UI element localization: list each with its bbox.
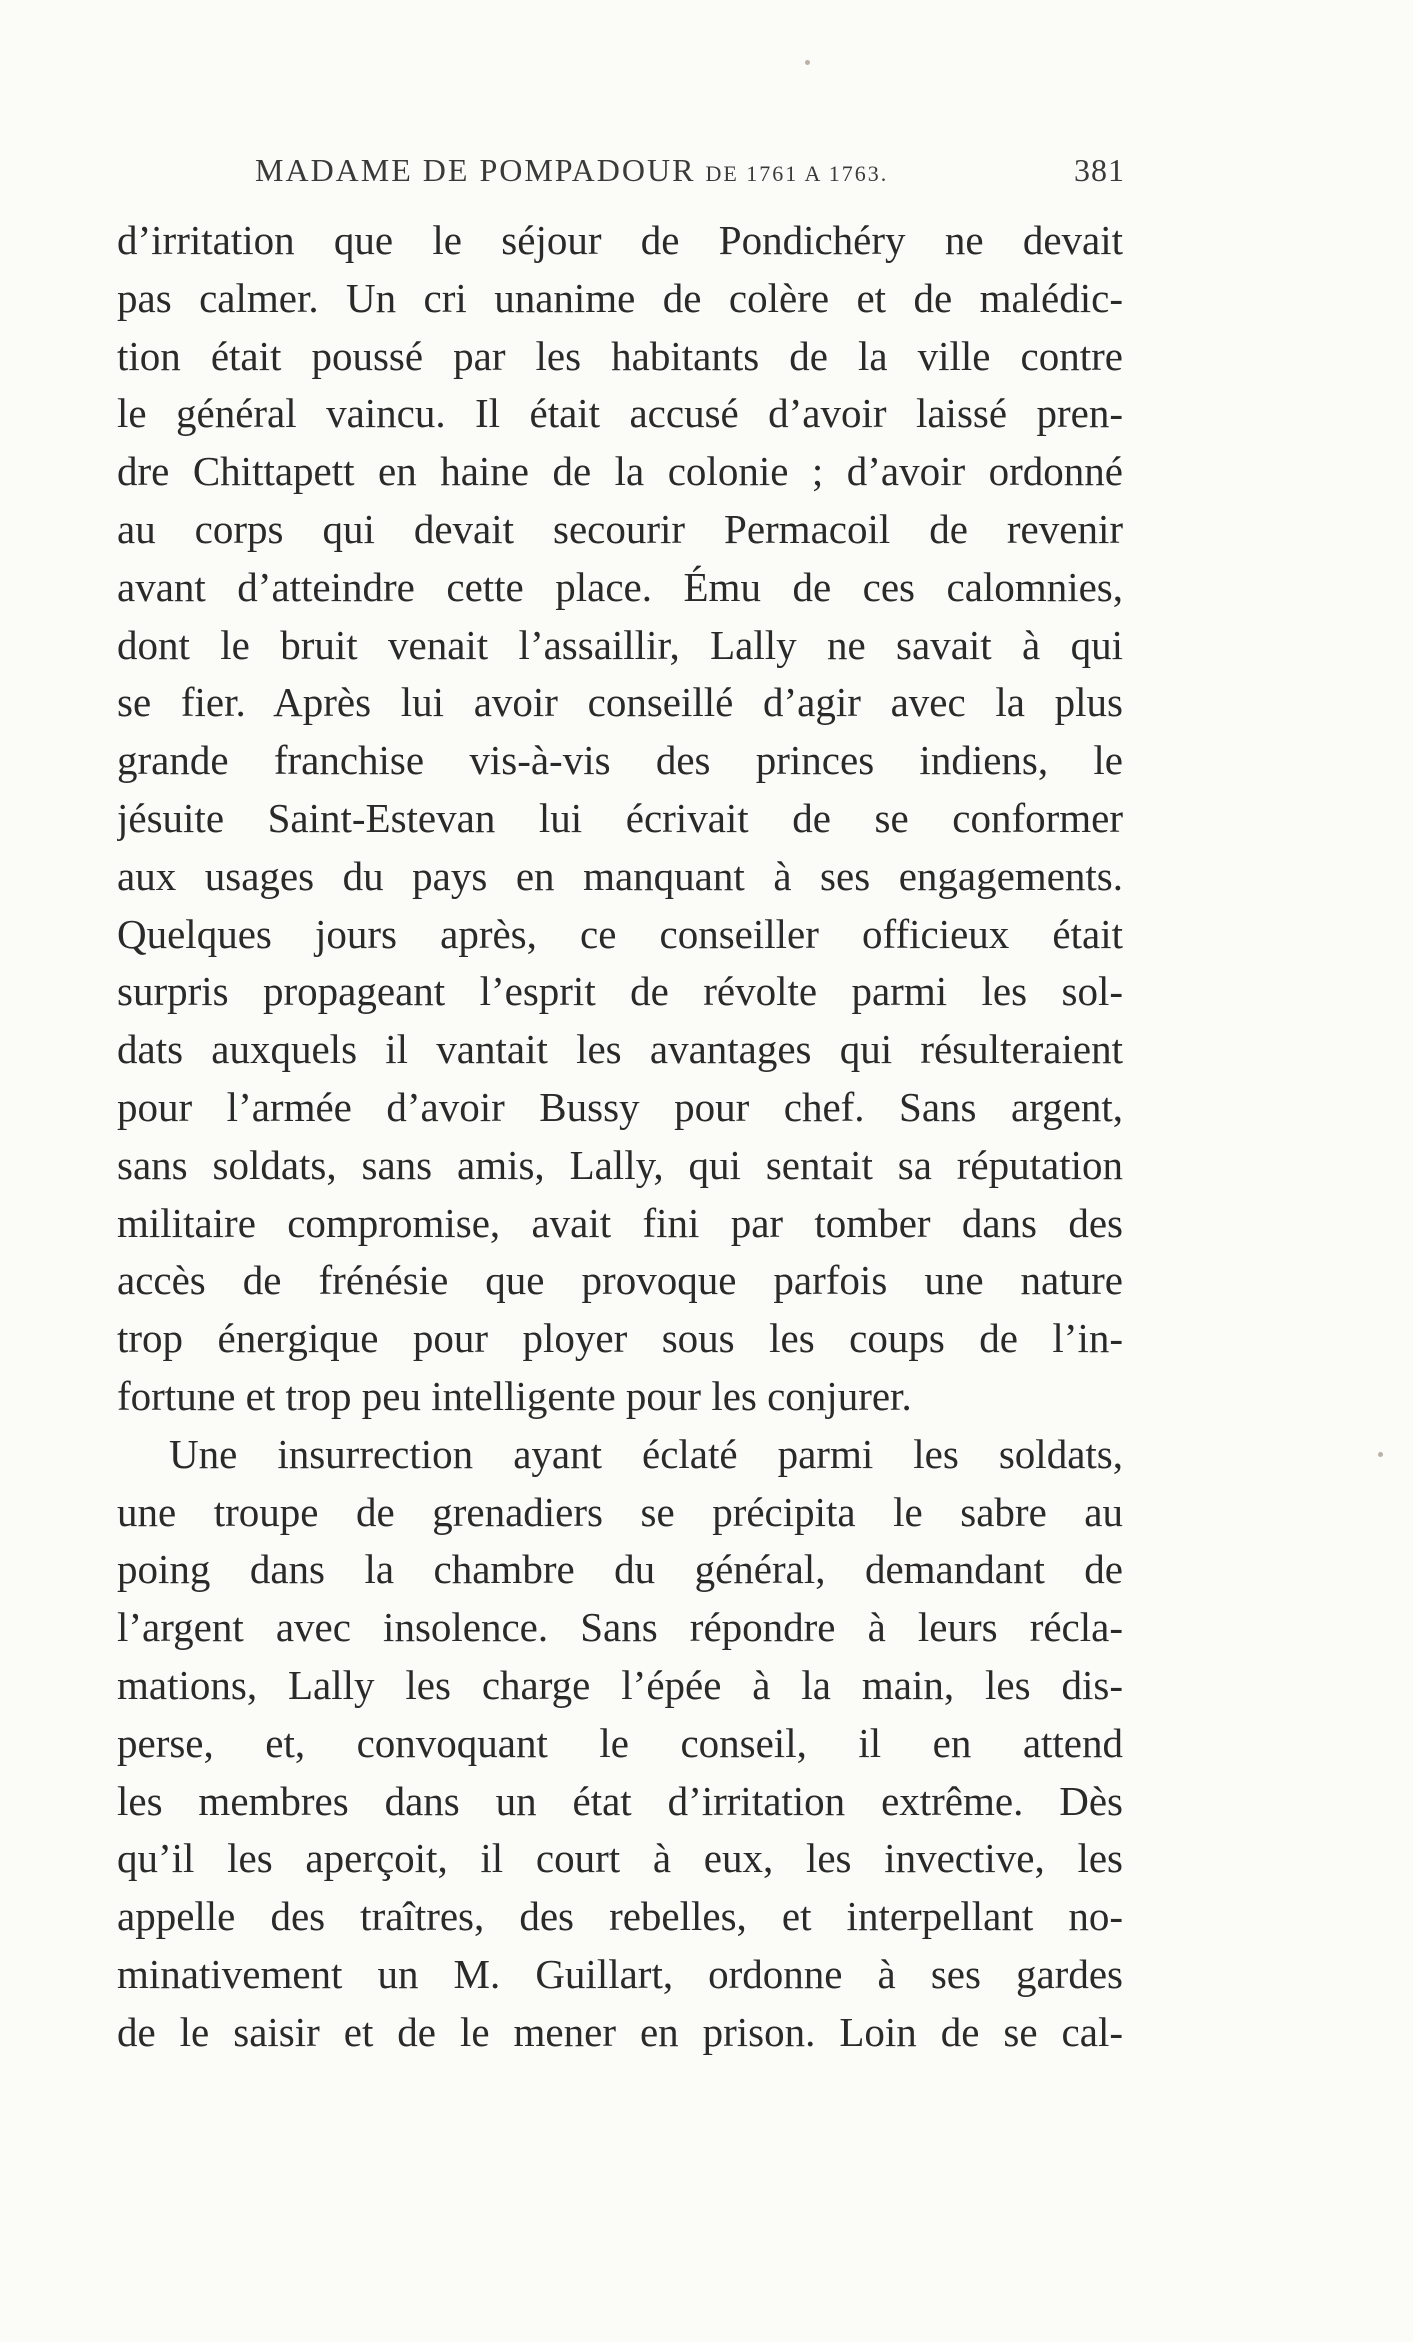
text-line: sans soldats, sans amis, Lally, qui sentait sa réputation bbox=[117, 1141, 1123, 1188]
text-line: le général vaincu. Il était accusé d’avoir laissé pren- bbox=[117, 390, 1123, 437]
running-head-date-range: DE 1761 A 1763. bbox=[705, 161, 889, 186]
text-line: appelle des traîtres, des rebelles, et interpellant no- bbox=[117, 1893, 1123, 1940]
text-line: accès de frénésie que provoque parfois une nature bbox=[117, 1257, 1123, 1304]
text-line: Quelques jours après, ce conseiller officieux était bbox=[117, 910, 1123, 957]
text-line: tion était poussé par les habitants de la ville contre bbox=[117, 332, 1123, 379]
text-line: perse, et, convoquant le conseil, il en attend bbox=[117, 1719, 1123, 1766]
text-line: de le saisir et de le mener en prison. Loin de se cal- bbox=[117, 2008, 1123, 2055]
paragraph-2 bbox=[117, 1426, 1123, 2062]
running-head bbox=[255, 152, 1125, 196]
text-line: au corps qui devait secourir Permacoil de revenir bbox=[117, 505, 1123, 552]
text-line: pour l’armée d’avoir Bussy pour chef. Sans argent, bbox=[117, 1083, 1123, 1130]
text-line: dre Chittapett en haine de la colonie ; d’avoir ordonné bbox=[117, 448, 1123, 495]
text-line: une troupe de grenadiers se précipita le sabre au bbox=[117, 1488, 1123, 1535]
text-line: dats auxquels il vantait les avantages qui résulteraient bbox=[117, 1026, 1123, 1073]
text-line: surpris propageant l’esprit de révolte parmi les sol- bbox=[117, 968, 1123, 1015]
paper-speck bbox=[1378, 1452, 1383, 1457]
text-line: avant d’atteindre cette place. Ému de ces calomnies, bbox=[117, 563, 1123, 610]
text-line: jésuite Saint-Estevan lui écrivait de se conformer bbox=[117, 794, 1123, 841]
text-line: aux usages du pays en manquant à ses engagements. bbox=[117, 852, 1123, 899]
running-head-title: MADAME DE POMPADOUR bbox=[255, 152, 696, 188]
text-line: se fier. Après lui avoir conseillé d’agir avec la plus bbox=[117, 679, 1123, 726]
text-line: d’irritation que le séjour de Pondichéry ne devait bbox=[117, 217, 1123, 263]
paper-speck bbox=[805, 60, 810, 65]
text-line: mations, Lally les charge l’épée à la main, les dis- bbox=[117, 1661, 1123, 1708]
text-line: l’argent avec insolence. Sans répondre à leurs récla- bbox=[117, 1604, 1123, 1651]
text-line: qu’il les aperçoit, il court à eux, les invective, les bbox=[117, 1835, 1123, 1882]
text-line: dont le bruit venait l’assaillir, Lally ne savait à qui bbox=[117, 621, 1123, 668]
text-line: Une insurrection ayant éclaté parmi les soldats, bbox=[169, 1430, 1123, 1477]
text-line: les membres dans un état d’irritation extrême. Dès bbox=[117, 1777, 1123, 1824]
text-line: pas calmer. Un cri unanime de colère et de malédic- bbox=[117, 274, 1123, 321]
text-line: grande franchise vis-à-vis des princes indiens, le bbox=[117, 737, 1123, 784]
text-line: fortune et trop peu intelligente pour les conjurer. bbox=[117, 1372, 912, 1419]
page-number: 381 bbox=[1074, 152, 1125, 188]
paragraph-1 bbox=[117, 212, 1123, 1426]
text-line: trop énergique pour ployer sous les coups de l’in- bbox=[117, 1315, 1123, 1362]
body-text bbox=[117, 212, 1123, 2062]
text-line: minativement un M. Guillart, ordonne à ses gardes bbox=[117, 1950, 1123, 1997]
text-line: poing dans la chambre du général, demandant de bbox=[117, 1546, 1123, 1593]
text-line: militaire compromise, avait fini par tomber dans des bbox=[117, 1199, 1123, 1246]
